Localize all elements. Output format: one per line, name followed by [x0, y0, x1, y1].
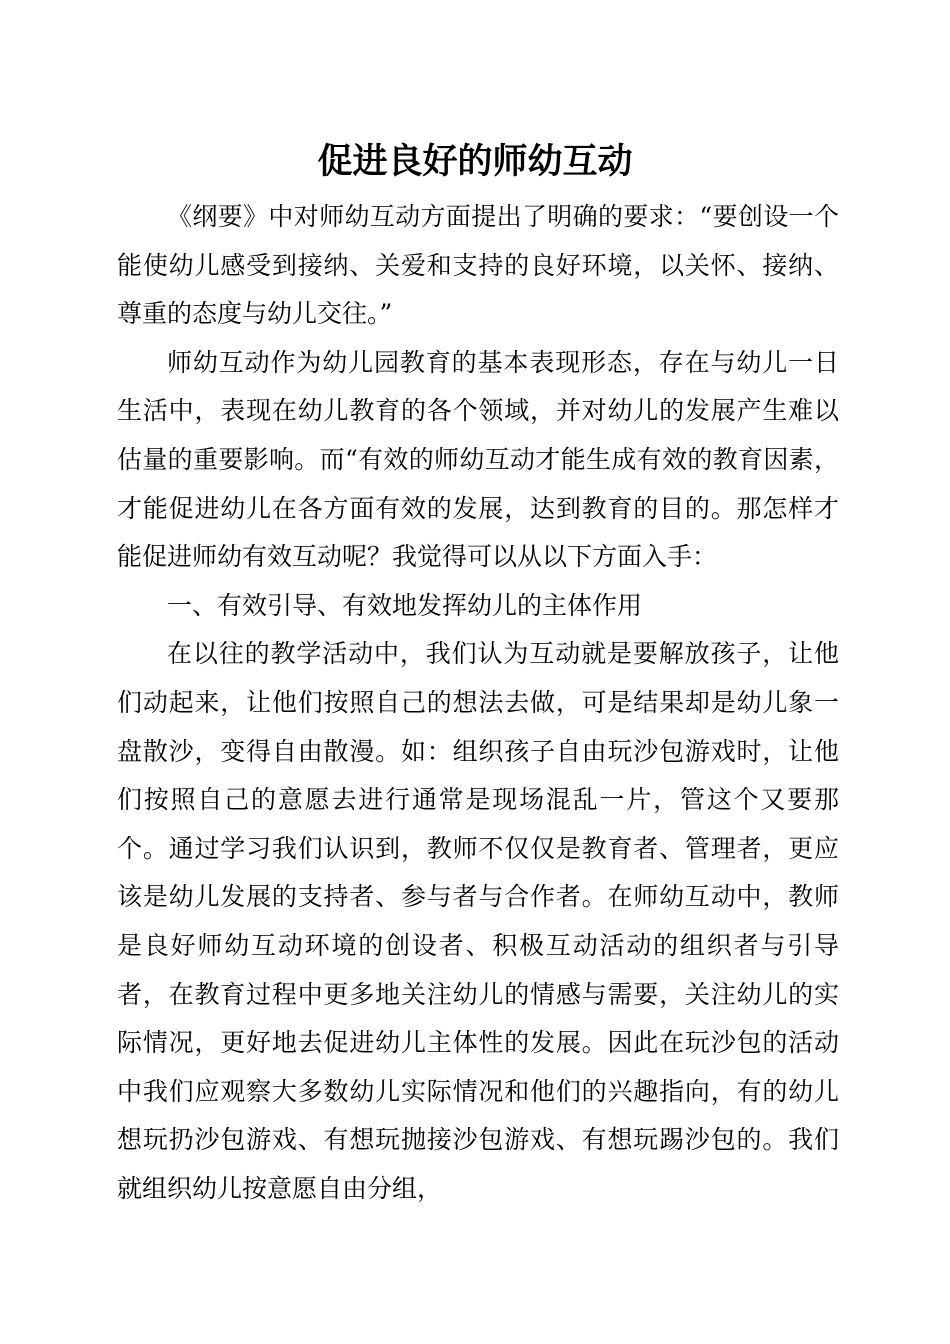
- section-heading-1: 一、有效引导、有效地发挥幼儿的主体作用: [167, 590, 643, 620]
- paragraph-interaction-importance: 师幼互动作为幼儿园教育的基本表现形态，存在与幼儿一日生活中，表现在幼儿教育的各个领域，并对幼儿的发展产生难以估量的重要影响。而“有效的师幼互动才能生成有效的教育因素，才能促进幼儿在各方面有效的发展，达到教育的目的。那怎样才能促进师幼有效互动呢？我觉得可以从以下方面入手：: [117, 347, 839, 572]
- document-body: [117, 193, 839, 1213]
- paragraph-intro-quote: 《纲要》中对师幼互动方面提出了明确的要求：“要创设一个能使幼儿感受到接纳、关爱和支持的良好环境，以关怀、接纳、尊重的态度与幼儿交往。”: [117, 202, 839, 329]
- document-title: 促进良好的师幼互动: [317, 141, 633, 182]
- paragraph-sandbag-example: 在以往的教学活动中，我们认为互动就是要解放孩子，让他们动起来，让他们按照自己的想法去做，可是结果却是幼儿象一盘散沙，变得自由散漫。如：组织孩子自由玩沙包游戏时，让他们按照自己的意愿去进行通常是现场混乱一片，管这个又要那个。通过学习我们认识到，教师不仅仅是教育者、管理者，更应该是幼儿发展的支持者、参与者与合作者。在师幼互动中，教师是良好师幼互动环境的创设者、积极互动活动的组织者与引导者，在教育过程中更多地关注幼儿的情感与需要，关注幼儿的实际情况，更好地去促进幼儿主体性的发展。因此在玩沙包的活动中我们应观察大多数幼儿实际情况和他们的兴趣指向，有的幼儿想玩扔沙包游戏、有想玩抛接沙包游戏、有想玩踢沙包的。我们就组织幼儿按意愿自由分组，: [117, 639, 839, 1203]
